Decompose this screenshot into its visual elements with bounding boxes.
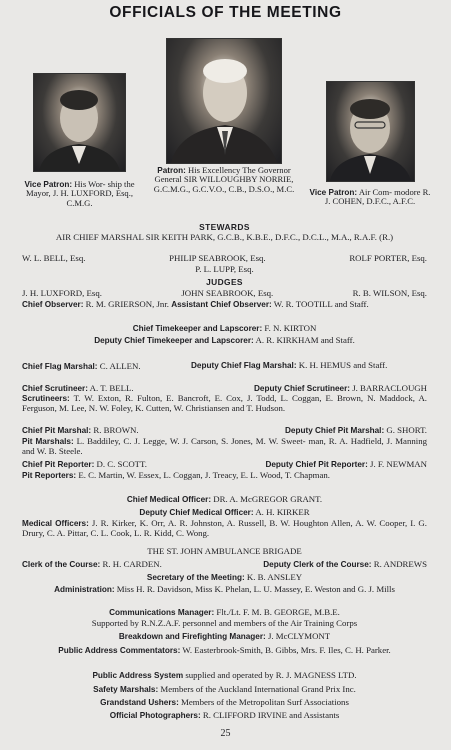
role-label: Chief Scrutineer: bbox=[22, 384, 88, 393]
medical-officers-entry bbox=[22, 519, 427, 538]
role-label: Grandstand Ushers: bbox=[100, 698, 179, 707]
role-value: Members of the Auckland International Grand Prix Inc. bbox=[158, 684, 356, 694]
role-value: DR. A. McGREGOR GRANT. bbox=[211, 494, 323, 504]
role-value: T. W. Exton, R. Fulton, E. Bancroft, E. Cox, J. Todd, L. Coggan, E. Brown, N. Maddock, A. Ferguson, M. Lee, N. W. Foley, K. Cutten, W. Christiansen and T. Hudson. bbox=[22, 393, 427, 413]
secretary-entry bbox=[22, 572, 427, 583]
chief-pit-marshal-entry bbox=[22, 425, 139, 436]
role-label: Official Photographers: bbox=[109, 711, 201, 720]
chief-pit-reporter-entry bbox=[22, 459, 147, 470]
role-label: Scrutineers: bbox=[22, 394, 70, 403]
role-label: Chief Timekeeper and Lapscorer: bbox=[132, 324, 263, 333]
role-value: K. B. ANSLEY bbox=[244, 572, 303, 582]
role-value: R. H. CARDEN. bbox=[100, 559, 162, 569]
caption-text: Air Com- modore R. J. COHEN, D.F.C., A.F.C. bbox=[324, 187, 431, 207]
administration-entry bbox=[22, 585, 427, 595]
role-value: A. R. KIRKHAM and Staff. bbox=[253, 335, 355, 345]
pit-marshal-row bbox=[22, 425, 427, 436]
role-label: Deputy Chief Pit Marshal: bbox=[285, 426, 385, 435]
deputy-timekeeper-entry bbox=[22, 336, 427, 346]
caption-label: Vice Patron: bbox=[24, 180, 73, 189]
role-value: L. Baddiley, C. J. Legge, W. J. Carson, S. Jones, M. W. Sweet- man, R. A. Hadfield, J. Manning and W. B. Steele. bbox=[22, 436, 427, 456]
communications-support: Supported by R.N.Z.A.F. personnel and members of the Air Training Corps bbox=[91, 618, 358, 628]
role-value: A. H. KIRKER bbox=[253, 507, 310, 517]
breakdown-entry bbox=[22, 631, 427, 642]
vice-patron-air-commodore-photo bbox=[326, 81, 415, 182]
vice-patron-mayor-caption bbox=[18, 180, 141, 208]
role-value: R. BROWN. bbox=[91, 425, 139, 435]
photographers-entry bbox=[22, 710, 427, 721]
role-label: Deputy Chief Timekeeper and Lapscorer: bbox=[94, 336, 254, 345]
page-number: 25 bbox=[220, 728, 231, 739]
role-label: Communications Manager: bbox=[109, 608, 215, 617]
page-title: OFFICIALS OF THE MEETING bbox=[109, 4, 342, 21]
role-label: Chief Medical Officer: bbox=[126, 495, 212, 504]
role-label: Pit Marshals: bbox=[22, 437, 74, 446]
pit-reporter-row bbox=[22, 459, 427, 470]
steward-name: P. L. LUPP, Esq. bbox=[195, 264, 254, 274]
role-value: W. Easterbrook-Smith, B. Gibbs, Mrs. F. Iles, C. H. Parker. bbox=[180, 645, 391, 655]
deputy-medical-entry bbox=[22, 507, 427, 518]
scrutineers-entry bbox=[22, 394, 427, 413]
caption-text: His Excellency The Governor General SIR WILLOUGHBY NORRIE, G.C.M.G., G.C.V.O., C.B., D.S.O., M.C. bbox=[153, 165, 295, 194]
role-value: Flt./Lt. F. M. B. GEORGE, M.B.E. bbox=[214, 607, 340, 617]
role-value: R. CLIFFORD IRVINE and Assistants bbox=[200, 710, 340, 720]
public-address-entry bbox=[22, 670, 427, 681]
role-label: Deputy Chief Scrutineer: bbox=[254, 384, 351, 393]
judge-name: R. B. WILSON, Esq. bbox=[352, 288, 427, 298]
timekeeper-entry bbox=[22, 323, 427, 334]
role-label: Chief Observer: bbox=[22, 300, 84, 309]
caption-label: Patron: bbox=[157, 166, 186, 175]
deputy-pit-reporter-entry bbox=[265, 459, 427, 470]
role-label: Public Address System bbox=[92, 671, 184, 680]
role-label: Deputy Chief Flag Marshal: bbox=[191, 361, 297, 370]
vice-patron-air-commodore-caption bbox=[306, 188, 434, 207]
role-value: E. C. Martin, W. Essex, L. Coggan, J. Treacy, E. L. Wood, T. Chapman. bbox=[76, 470, 330, 480]
role-value: R. ANDREWS bbox=[371, 559, 427, 569]
communications-entry bbox=[22, 607, 427, 618]
patron-governor-general-photo bbox=[166, 38, 282, 164]
judge-name: JOHN SEABROOK, Esq. bbox=[181, 288, 274, 298]
pit-marshals-entry bbox=[22, 437, 427, 456]
role-label: Medical Officers: bbox=[22, 519, 89, 528]
clerk-entry bbox=[22, 559, 162, 570]
steward-name: W. L. BELL, Esq. bbox=[22, 253, 86, 263]
steward-name: PHILIP SEABROOK, Esq. bbox=[169, 253, 266, 263]
role-label: Secretary of the Meeting: bbox=[146, 573, 245, 582]
role-label: Public Address Commentators: bbox=[58, 646, 181, 655]
role-label: Chief Pit Reporter: bbox=[22, 460, 95, 469]
role-label: Deputy Chief Pit Reporter: bbox=[265, 460, 368, 469]
stewards-row bbox=[22, 253, 427, 263]
role-value: G. SHORT. bbox=[384, 425, 427, 435]
role-value: J. R. Kirker, K. Orr, A. R. Johnston, A. Russell, B. W. Houghton Allen, A. W. Cooper, I. G. Drury, C. A. Pittar, C. L. Cook, L. R. Kidd, C. Wong. bbox=[22, 518, 427, 538]
commentators-entry bbox=[22, 646, 427, 656]
role-value: Miss H. R. Davidson, Miss K. Phelan, L. U. Massey, E. Weston and G. J. Mills bbox=[114, 584, 395, 594]
role-label: Deputy Clerk of the Course: bbox=[263, 560, 372, 569]
role-label: Clerk of the Course: bbox=[22, 560, 101, 569]
deputy-pit-marshal-entry bbox=[285, 425, 427, 436]
vice-patron-mayor-photo bbox=[33, 73, 126, 172]
deputy-clerk-entry bbox=[263, 559, 427, 570]
grandstand-ushers-entry bbox=[22, 697, 427, 708]
steward-keith-park: AIR CHIEF MARSHAL SIR KEITH PARK, G.C.B., K.B.E., D.F.C., D.C.L., M.A., R.A.F. (R.) bbox=[55, 232, 394, 242]
role-value: A. T. BELL. bbox=[87, 383, 134, 393]
judges-heading: JUDGES bbox=[206, 277, 243, 287]
stewards-heading: STEWARDS bbox=[199, 222, 250, 232]
steward-name: ROLF PORTER, Esq. bbox=[349, 253, 427, 263]
judges-row bbox=[22, 288, 427, 298]
role-label: Deputy Chief Medical Officer: bbox=[139, 508, 254, 517]
portrait-image bbox=[167, 39, 281, 163]
role-value: supplied and operated by R. J. MAGNESS LTD. bbox=[183, 670, 357, 680]
role-value: J. McCLYMONT bbox=[265, 631, 331, 641]
role-label: Pit Reporters: bbox=[22, 471, 77, 480]
patron-caption bbox=[153, 166, 295, 194]
role-value: W. R. TOOTILL and Staff. bbox=[271, 299, 369, 309]
role-value: F. N. KIRTON bbox=[262, 323, 317, 333]
role-label: Safety Marshals: bbox=[93, 685, 159, 694]
role-label: Breakdown and Firefighting Manager: bbox=[118, 632, 266, 641]
role-value: J. BARRACLOUGH bbox=[350, 383, 427, 393]
deputy-flag-marshal-entry bbox=[191, 361, 427, 371]
pit-reporters-entry bbox=[22, 471, 427, 481]
safety-marshals-entry bbox=[22, 684, 427, 695]
role-value: D. C. SCOTT. bbox=[94, 459, 147, 469]
portrait-image bbox=[327, 82, 414, 181]
observer-entry bbox=[22, 300, 427, 310]
portrait-image bbox=[34, 74, 125, 171]
role-label: Chief Pit Marshal: bbox=[22, 426, 92, 435]
clerk-row bbox=[22, 559, 427, 570]
role-value: K. H. HEMUS and Staff. bbox=[296, 360, 388, 370]
caption-label: Vice Patron: bbox=[309, 188, 358, 197]
role-label: Assistant Chief Observer: bbox=[171, 300, 272, 309]
role-value: J. F. NEWMAN bbox=[367, 459, 427, 469]
role-value: R. M. GRIERSON, Jnr. bbox=[83, 299, 169, 309]
role-label: Chief Flag Marshal: bbox=[22, 362, 98, 371]
role-label: Administration: bbox=[54, 585, 115, 594]
chief-medical-entry bbox=[22, 494, 427, 505]
st-john-ambulance: THE ST. JOHN AMBULANCE BRIGADE bbox=[147, 546, 302, 556]
caption-text: His Wor- ship the Mayor, J. H. LUXFORD, Esq., C.M.G. bbox=[25, 179, 135, 208]
judge-name: J. H. LUXFORD, Esq. bbox=[22, 288, 102, 298]
role-value: C. ALLEN. bbox=[97, 361, 141, 371]
role-value: Members of the Metropolitan Surf Associations bbox=[178, 697, 349, 707]
